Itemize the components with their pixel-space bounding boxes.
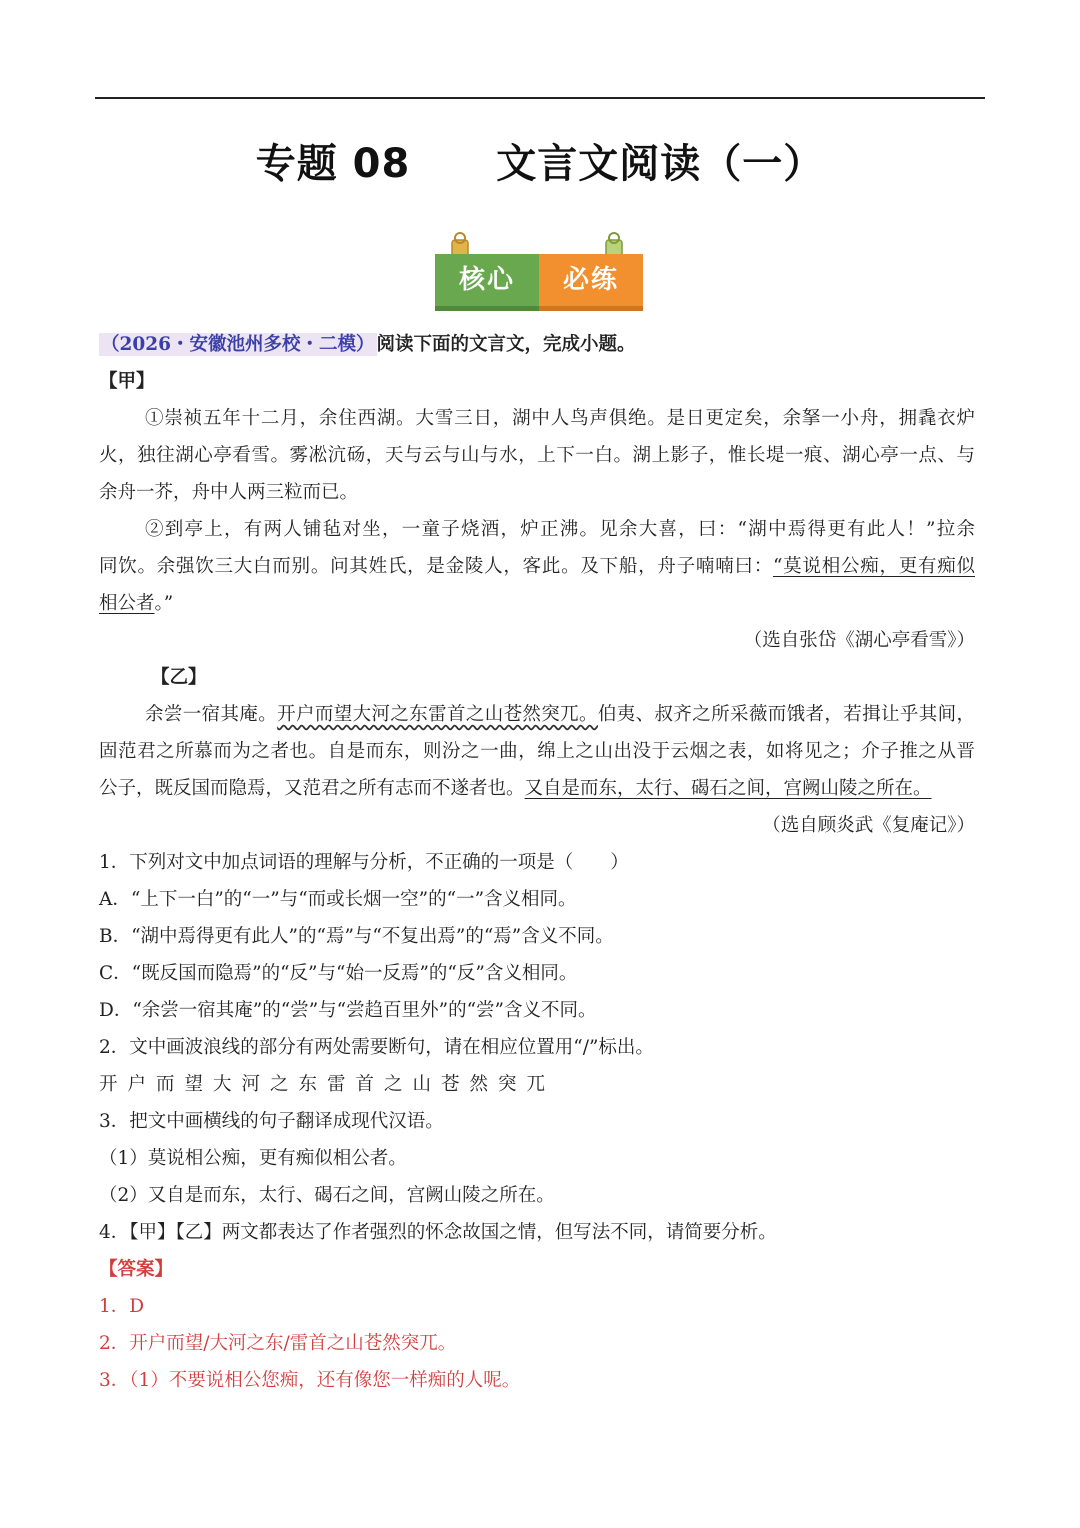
question-1: 1．下列对文中加点词语的理解与分析，不正确的一项是（ ） (99, 852, 629, 873)
yi-line2: 固范君之所慕而为之者也。自是而东，则汾之一曲，绵上之山出没于云烟之表，如将见之；介子推之从晋 (99, 741, 975, 762)
option-a: A．“上下一白”的“一”与“而或长烟一空”的“一”含义相同。 (99, 889, 577, 910)
badge-left-label: 核心 (435, 254, 539, 311)
question-3-part1: （1）莫说相公痴，更有痴似相公者。 (99, 1148, 407, 1169)
question-4: 4．【甲】【乙】两文都表达了作者强烈的怀念故国之情，但写法不同，请简要分析。 (99, 1222, 777, 1243)
yi-label: 【乙】 (151, 667, 207, 688)
underlined-sentence-end: 相公者 (99, 593, 155, 614)
jia-p2-line3-tail: 。” (154, 593, 174, 614)
jia-p1-line2: 火，独往湖心亭看雪。雾凇沆砀，天与云与山与水，上下一白。湖上影子，惟长堤一痕、湖心亭一点、与 (99, 445, 975, 466)
question-3-part2: （2）又自是而东，太行、碣石之间，宫阙山陵之所在。 (99, 1185, 555, 1206)
underlined-sentence: “莫说相公痴，更有痴似 (772, 556, 975, 577)
document-body (99, 326, 975, 1399)
badge-right-label: 必练 (539, 254, 643, 311)
jia-p1-line1: ①崇祯五年十二月，余住西湖。大雪三日，湖中人鸟声俱绝。是日更定矣，余拏一小舟，拥毳衣炉 (145, 408, 975, 429)
yi-source: （选自顾炎武《复庵记》） (762, 815, 975, 836)
yi-line1 (99, 696, 975, 733)
title-part1: 专题 08 (255, 141, 411, 187)
yi-line3-a: 公子，既反国而隐焉，又范君之所有志而不遂者也。 (99, 778, 525, 799)
jia-p2-line1: ②到亭上，有两人铺毡对坐，一童子烧酒，炉正沸。见余大喜，曰：“湖中焉得更有此人！”拉余 (145, 519, 975, 540)
intro-line (99, 326, 975, 363)
jia-p2-line2 (99, 548, 975, 585)
answer-1: 1．D (99, 1296, 145, 1317)
jia-source: （选自张岱《湖心亭看雪》） (743, 630, 975, 651)
jia-p2-line2-text: 同饮。余强饮三大白而别。问其姓氏，是金陵人，客此。及下船，舟子喃喃曰： (99, 556, 773, 577)
exam-source-tag: （2026・安徽池州多校・二模） (101, 334, 375, 355)
answer-2: 2．开户而望/大河之东/雷首之山苍然突兀。 (99, 1333, 457, 1354)
answer-label: 【答案】 (99, 1259, 174, 1280)
yi-line1-c: 伯夷、叔齐之所采薇而饿者，若揖让乎其间， (597, 704, 975, 725)
top-rule (95, 97, 985, 99)
option-d: D．“余尝一宿其庵”的“尝”与“尝趋百里外”的“尝”含义不同。 (99, 1000, 597, 1021)
question-2: 2．文中画波浪线的部分有两处需要断句，请在相应位置用“/”标出。 (99, 1037, 654, 1058)
question-2-text: 开户而望大河之东雷首之山苍然突兀 (99, 1074, 556, 1095)
yi-line3 (99, 770, 975, 807)
question-3: 3．把文中画横线的句子翻译成现代汉语。 (99, 1111, 444, 1132)
wavy-underlined-sentence: 开户而望大河之东雷首之山苍然突兀。 (277, 704, 598, 725)
yi-line1-a: 余尝一宿其庵。 (145, 704, 278, 725)
core-practice-badge (435, 232, 643, 310)
jia-p2-line3 (99, 585, 975, 622)
instruction-text: 阅读下面的文言文，完成小题。 (376, 334, 636, 355)
answer-3: 3．（1）不要说相公您痴，还有像您一样痴的人呢。 (99, 1370, 521, 1391)
option-c: C．“既反国而隐焉”的“反”与“始一反焉”的“反”含义相同。 (99, 963, 578, 984)
title-part2: 文言文阅读（一） (496, 141, 825, 187)
jia-p1-line3: 余舟一芥，舟中人两三粒而已。 (99, 482, 359, 503)
page-title (0, 132, 1080, 192)
option-b: B．“湖中焉得更有此人”的“焉”与“不复出焉”的“焉”含义不同。 (99, 926, 614, 947)
underlined-sentence-yi: 又自是而东，太行、碣石之间，宫阙山陵之所在。 (524, 778, 932, 799)
jia-label: 【甲】 (99, 371, 155, 392)
